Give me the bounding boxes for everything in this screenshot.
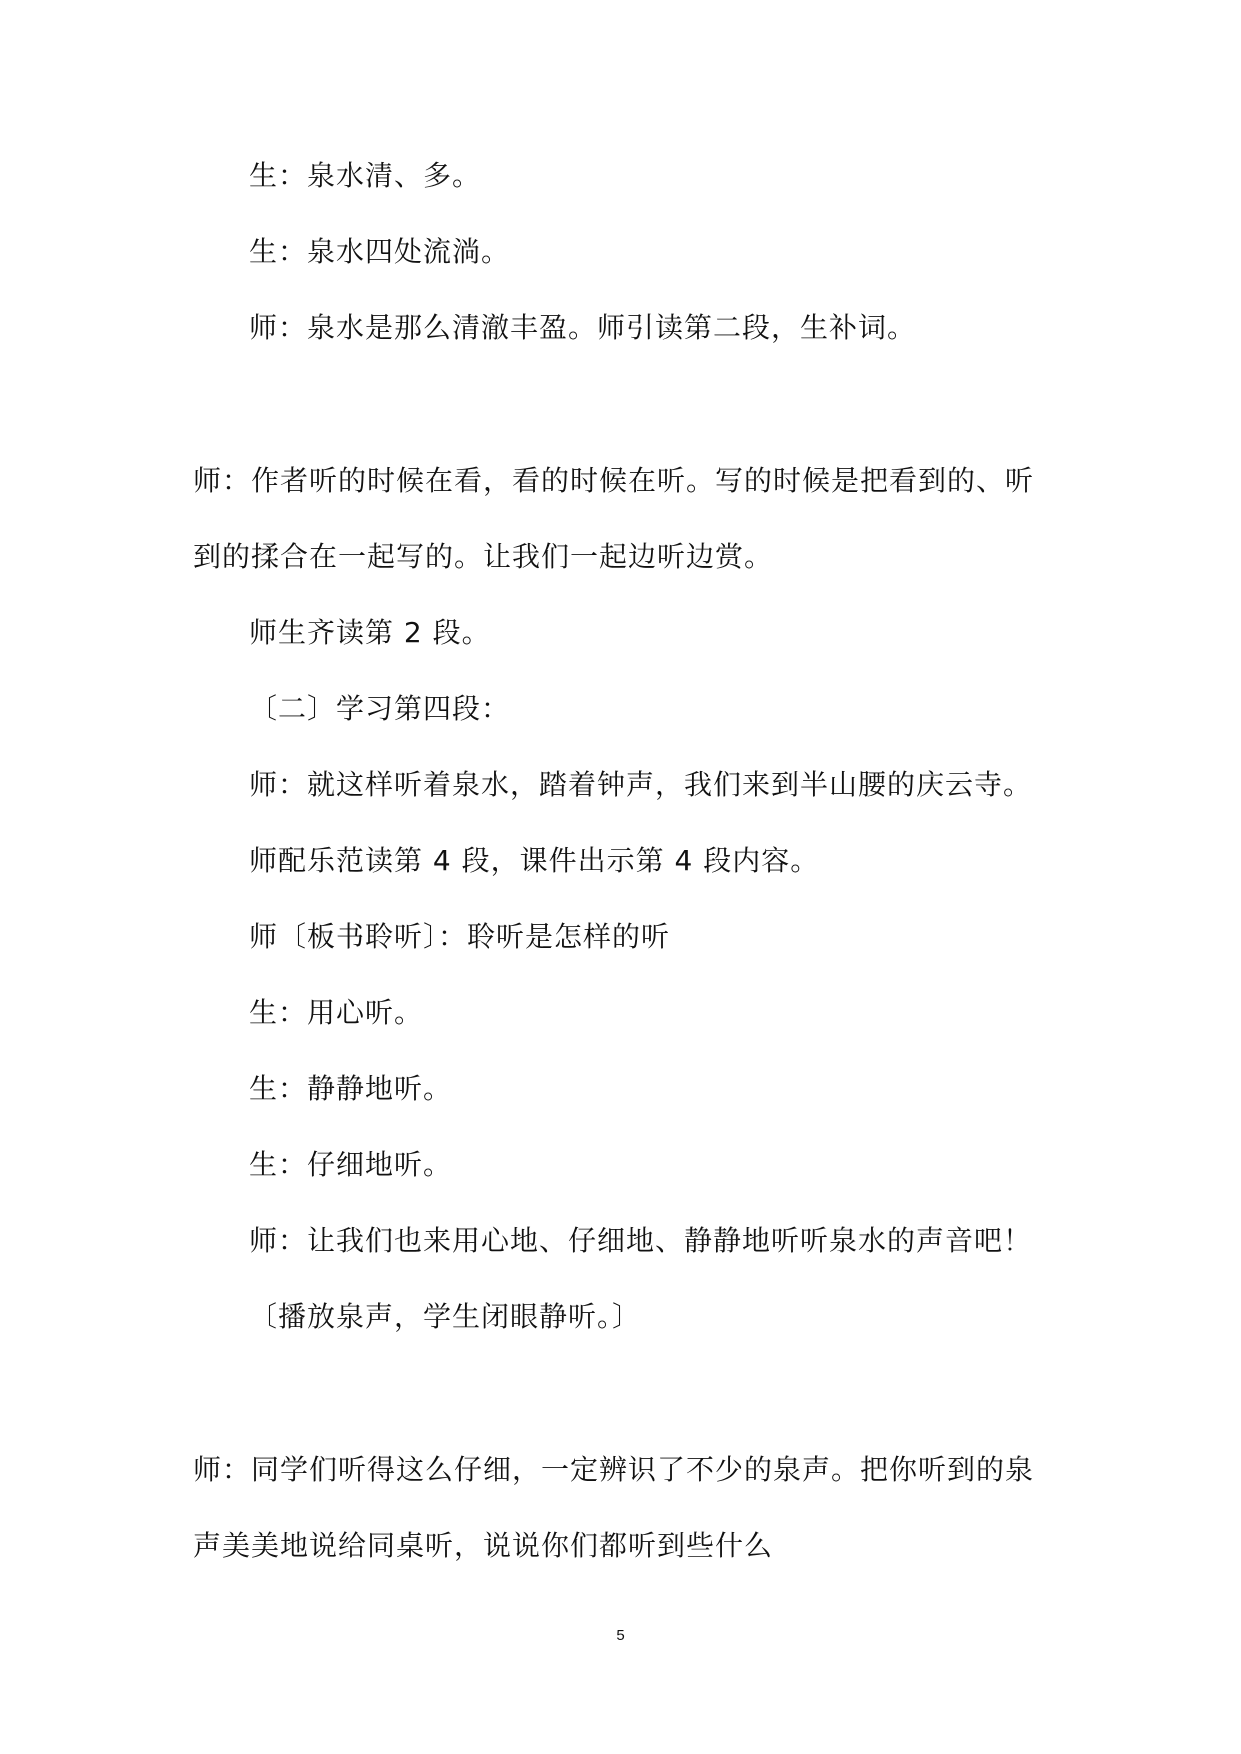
text-line: 师：让我们也来用心地、仔细地、静静地听听泉水的声音吧！ [249, 1224, 1033, 1257]
text-line: 声美美地说给同桌听，说说你们都听到些什么 [193, 1529, 774, 1562]
text-line: 师：泉水是那么清澈丰盈。师引读第二段，生补词。 [249, 311, 917, 344]
text-line: 师：就这样听着泉水，踏着钟声，我们来到半山腰的庆云寺。 [249, 768, 1033, 801]
text-line: 生：静静地听。 [249, 1072, 453, 1105]
text-line: 师生齐读第 2 段。 [249, 616, 491, 649]
text-line: 师〔板书聆听〕：聆听是怎样的听 [249, 920, 671, 953]
text-line: 生：用心听。 [249, 996, 424, 1029]
text-line: 师配乐范读第 4 段，课件出示第 4 段内容。 [249, 844, 820, 877]
text-line: 师：同学们听得这么仔细，一定辨识了不少的泉声。把你听到的泉 [193, 1453, 1035, 1486]
text-line: 生：泉水清、多。 [249, 159, 482, 192]
text-line: 生：泉水四处流淌。 [249, 235, 511, 268]
text-line: 生：仔细地听。 [249, 1148, 453, 1181]
section-heading: 〔二〕学习第四段： [249, 692, 511, 725]
text-line: 〔播放泉声，学生闭眼静听。〕 [249, 1300, 642, 1333]
text-line: 师：作者听的时候在看，看的时候在听。写的时候是把看到的、听 [193, 464, 1035, 497]
text-line: 到的揉合在一起写的。让我们一起边听边赏。 [193, 540, 774, 573]
page-number: 5 [616, 1627, 625, 1644]
